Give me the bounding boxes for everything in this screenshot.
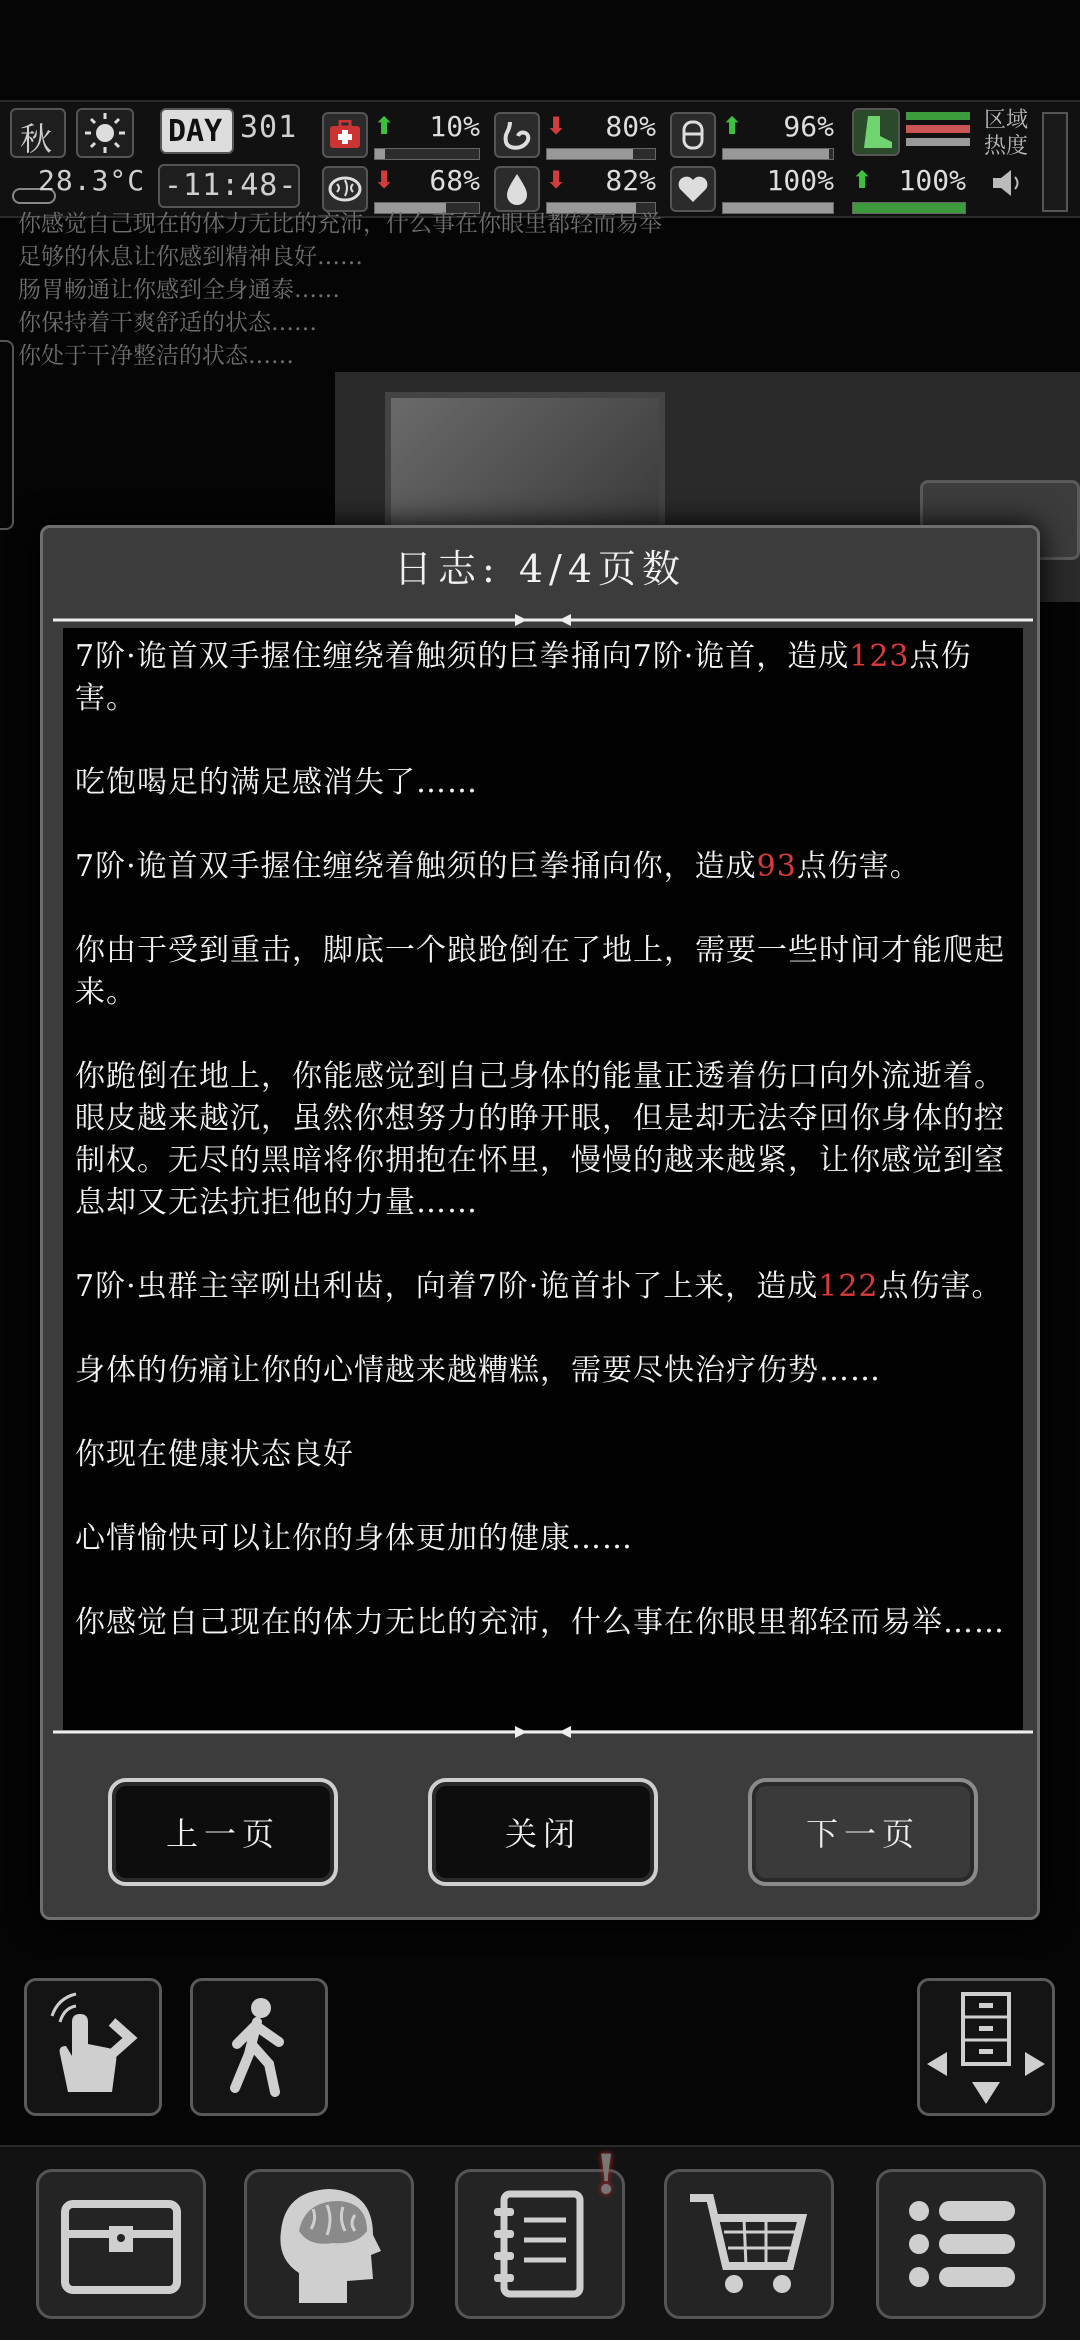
trend-arrow: ⬇ <box>374 166 395 194</box>
log-text: 你跪倒在地上，你能感觉到自己身体的能量正透着伤口向外流逝着。眼皮越来越沉，虽然你想努力的睁开眼，但是却无法夺回你身体的控制权。无尽的黑暗将你拥抱在怀里，慢慢的越来越紧，让你感觉到窒息却又无法抗拒他的力量…… <box>75 1059 1005 1220</box>
stat-bar-fill <box>723 149 829 159</box>
trend-arrow: ⬆ <box>374 112 395 140</box>
log-text: 7阶·诡首双手握住缠绕着触须的巨拳捅向7阶·诡首，造成 <box>75 639 850 674</box>
close-button[interactable]: 关闭 <box>428 1778 658 1886</box>
season-badge <box>10 108 66 158</box>
walk-button[interactable] <box>190 1978 328 2116</box>
damage-number: 122 <box>818 1269 879 1304</box>
log-text: 7阶·虫群主宰咧出利齿，向着7阶·诡首扑了上来，造成 <box>75 1269 819 1304</box>
heat-label: 热度 <box>984 134 1029 159</box>
stat-mood[interactable] <box>670 164 838 214</box>
storage-button[interactable] <box>36 2169 206 2319</box>
tap-forward-icon <box>38 1992 148 2102</box>
log-entry <box>75 1434 1017 1476</box>
stat-bar-fill <box>375 149 385 159</box>
notebook-icon <box>480 2184 600 2304</box>
divider-top <box>53 612 1033 628</box>
background-log-line: 足够的休息让你感到精神良好…… <box>18 244 363 270</box>
menu-button[interactable] <box>876 2169 1046 2319</box>
skills-button[interactable] <box>244 2169 414 2319</box>
stat-value: 96% <box>783 110 834 143</box>
brain-icon <box>322 166 368 212</box>
stat-value: 68% <box>429 164 480 197</box>
stat-bar <box>546 148 656 160</box>
bottom-nav <box>0 2142 1080 2340</box>
log-text: 7阶·诡首双手握住缠绕着触须的巨拳捅向你，造成 <box>75 849 757 884</box>
journal-button[interactable] <box>455 2142 625 2319</box>
log-entry <box>75 636 1017 720</box>
log-entry <box>75 1518 1017 1560</box>
log-entry <box>75 846 1017 888</box>
damage-number: 123 <box>849 639 910 674</box>
stat-mental[interactable] <box>322 164 484 214</box>
boot-icon <box>852 108 900 156</box>
head-brain-icon <box>269 2179 389 2309</box>
log-text: 你现在健康状态良好 <box>75 1437 354 1472</box>
stat-value: 80% <box>605 110 656 143</box>
stat-bar-fill <box>547 149 633 159</box>
soap-icon <box>670 112 716 158</box>
background-log-line: 你处于干净整洁的状态…… <box>18 343 294 369</box>
stat-bar <box>374 148 480 160</box>
clock: -11:48- <box>164 168 298 203</box>
log-dialog <box>40 525 1040 1920</box>
stomach-icon <box>494 112 540 158</box>
divider-bottom <box>53 1724 1033 1740</box>
stat-health[interactable] <box>322 110 484 160</box>
walking-person-icon <box>209 1992 309 2102</box>
day-badge <box>160 108 234 154</box>
medkit-icon <box>322 112 368 158</box>
trend-arrow: ⬆ <box>722 112 743 140</box>
damage-number: 93 <box>756 849 797 884</box>
log-text: 点伤害。 <box>75 639 972 716</box>
log-entry <box>75 1602 1017 1644</box>
interact-button[interactable] <box>24 1978 162 2116</box>
trend-arrow: ⬆ <box>852 166 873 194</box>
alert-badge: ! <box>594 2142 618 2206</box>
background-log-line: 肠胃畅通让你感到全身通泰…… <box>18 277 340 303</box>
treasure-chest-icon <box>51 2184 191 2304</box>
next-page-button[interactable]: 下一页 <box>748 1778 978 1886</box>
log-panel[interactable] <box>63 628 1023 1730</box>
status-bar <box>0 100 1080 218</box>
stat-bar <box>722 148 834 160</box>
background-log-line: 你保持着干爽舒适的状态…… <box>18 310 317 336</box>
log-text: 吃饱喝足的满足感消失了…… <box>75 765 478 800</box>
day-number: 301 <box>240 110 298 145</box>
trend-arrow: ⬇ <box>546 112 567 140</box>
stat-value: 100% <box>766 164 834 197</box>
scene-painting <box>385 392 665 542</box>
stat-stamina[interactable] <box>852 164 970 214</box>
cabinet-button[interactable] <box>917 1978 1055 2116</box>
background-log <box>18 211 918 373</box>
prev-page-button[interactable]: 上一页 <box>108 1778 338 1886</box>
stat-hunger[interactable] <box>494 110 660 160</box>
trend-arrow: ⬇ <box>546 166 567 194</box>
stat-value: 100% <box>898 164 966 197</box>
stat-hygiene[interactable] <box>670 110 838 160</box>
sun-icon <box>76 108 134 158</box>
log-text: 心情愉快可以让你的身体更加的健康…… <box>75 1521 633 1556</box>
log-text: 你感觉自己现在的体力无比的充沛，什么事在你眼里都轻而易举…… <box>75 1605 1005 1640</box>
season-label: 秋 <box>20 120 53 158</box>
background-log-line: 你感觉自己现在的体力无比的充沛，什么事在你眼里都轻而易举 <box>18 211 662 237</box>
region-label: 区域 <box>984 108 1029 133</box>
stamina-bars <box>906 112 970 156</box>
heat-meter <box>1042 112 1068 212</box>
log-entry <box>75 1350 1017 1392</box>
log-text: 你由于受到重击，脚底一个踉跄倒在了地上，需要一些时间才能爬起来。 <box>75 933 1005 1010</box>
dialog-title: 日志: 4/4页数 <box>393 547 687 591</box>
region-heat[interactable] <box>984 108 1074 214</box>
shopping-cart-icon <box>684 2184 814 2304</box>
speaker-icon[interactable] <box>990 168 1024 202</box>
log-text: 点伤害。 <box>796 849 921 884</box>
heart-icon <box>670 166 716 212</box>
log-text: 点伤害。 <box>878 1269 1003 1304</box>
log-entry <box>75 762 1017 804</box>
log-entry <box>75 1056 1017 1224</box>
temperature: 28.3°C <box>38 164 146 197</box>
side-drawer-handle[interactable] <box>0 340 14 530</box>
day-label: DAY <box>168 114 223 149</box>
log-text: 身体的伤痛让你的心情越来越糟糕，需要尽快治疗伤势…… <box>75 1353 881 1388</box>
list-menu-icon <box>901 2189 1021 2299</box>
stat-value: 10% <box>429 110 480 143</box>
water-drop-icon <box>494 166 540 212</box>
stat-thirst[interactable] <box>494 164 660 214</box>
log-entry <box>75 1266 1017 1308</box>
stat-value: 82% <box>605 164 656 197</box>
log-entry <box>75 930 1017 1014</box>
clock-box <box>158 164 300 208</box>
cabinet-arrows-icon <box>923 1984 1049 2110</box>
shop-button[interactable] <box>664 2169 834 2319</box>
